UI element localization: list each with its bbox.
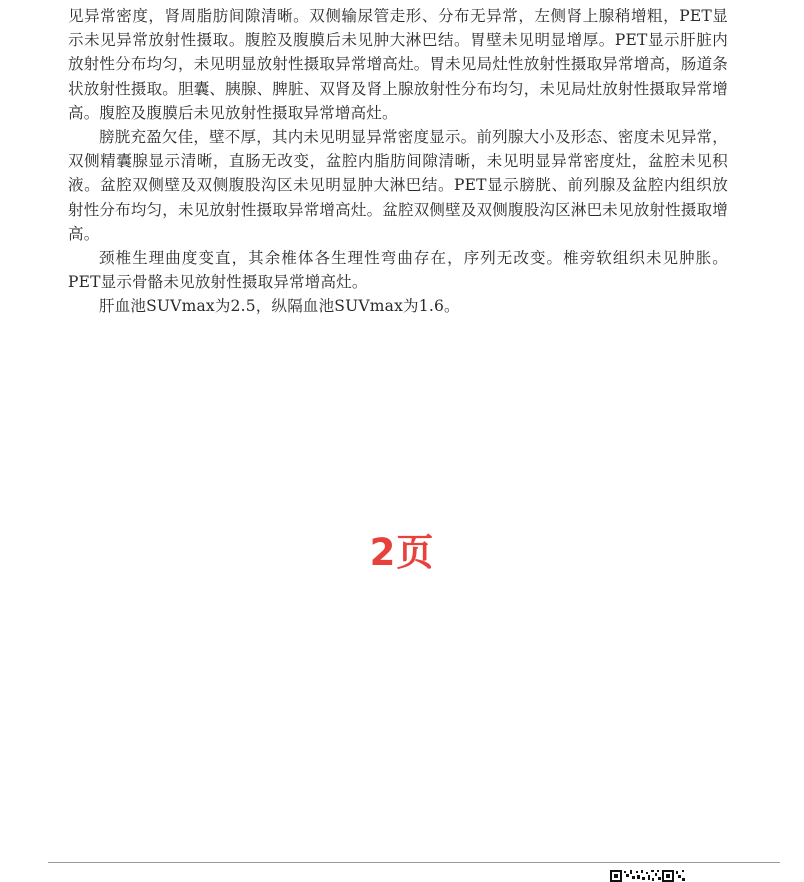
report-body	[68, 4, 728, 319]
report-paragraph-pelvis: 膀胱充盈欠佳，壁不厚，其内未见明显异常密度显示。前列腺大小及形态、密度未见异常，双侧精囊腺显示清晰，直肠无改变，盆腔内脂肪间隙清晰，未见明显异常密度灶，盆腔未见积液。盆腔双侧壁及双侧腹股沟区未见明显肿大淋巴结。PET显示膀胱、前列腺及盆腔内组织放射性分布均匀，未见放射性摄取异常增高灶。盆腔双侧壁及双侧腹股沟区淋巴未见放射性摄取增高。	[68, 128, 728, 243]
footer-divider	[48, 862, 780, 863]
qr-code-icon	[610, 866, 686, 882]
report-paragraph-abdomen: 见异常密度，肾周脂肪间隙清晰。双侧输尿管走形、分布无异常，左侧肾上腺稍增粗，PET显示未见异常放射性摄取。腹腔及腹膜后未见肿大淋巴结。胃壁未见明显增厚。PET显示肝脏内放射性分布均匀，未见明显放射性摄取异常增高灶。胃未见局灶性放射性摄取异常增高，肠道条状放射性摄取。胆囊、胰腺、脾脏、双肾及肾上腺放射性分布均匀，未见局灶放射性摄取异常增高。腹腔及腹膜后未见放射性摄取异常增高灶。	[68, 7, 728, 122]
page-number-label: 2页	[369, 531, 435, 574]
report-paragraph-spine: 颈椎生理曲度变直，其余椎体各生理性弯曲存在，序列无改变。椎旁软组织未见肿胀。PET显示骨骼未见放射性摄取异常增高灶。	[68, 249, 728, 292]
report-paragraph-suv: 肝血池SUVmax为2.5，纵隔血池SUVmax为1.6。	[99, 297, 460, 316]
